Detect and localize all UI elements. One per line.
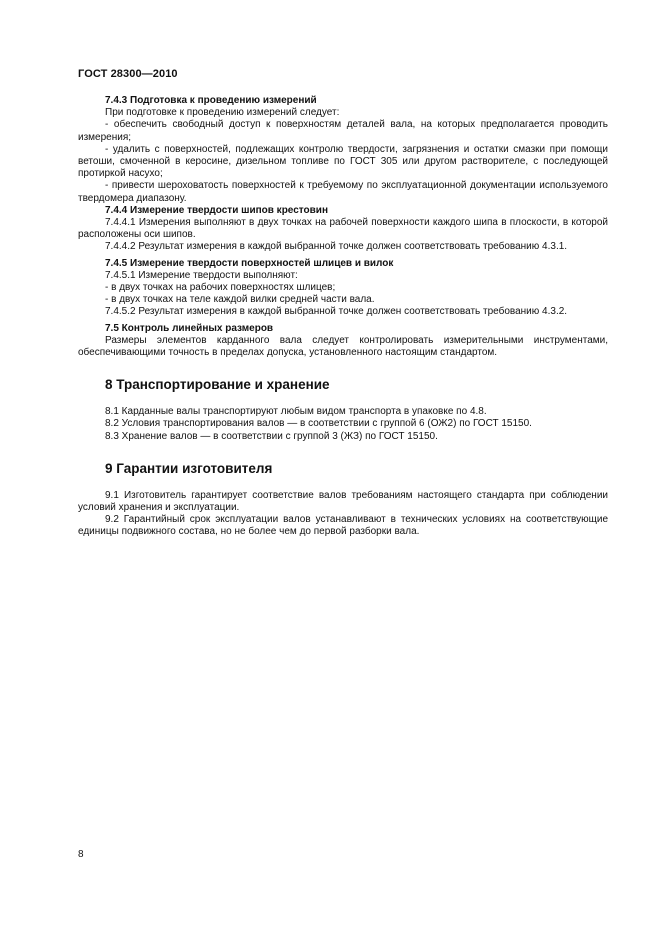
paragraph-7-4-4-1: 7.4.4.1 Измерения выполняют в двух точках на рабочей поверхности каждого шипа в плоскости, в которой расположены оси шипов. [78, 217, 608, 241]
paragraph-8-3: 8.3 Хранение валов — в соответствии с группой 3 (ЖЗ) по ГОСТ 15150. [105, 430, 438, 442]
document-header: ГОСТ 28300—2010 [78, 68, 178, 80]
list-item: - обеспечить свободный доступ к поверхностям деталей вала, на которых предполагается проводить измерения; [78, 119, 608, 143]
heading-7-4-5: 7.4.5 Измерение твердости поверхностей шлицев и вилок [105, 257, 394, 269]
list-item: - в двух точках на теле каждой вилки средней части вала. [105, 294, 375, 306]
paragraph-9-2: 9.2 Гарантийный срок эксплуатации валов устанавливают в технических условиях на соответствующие единицы подвижного состава, но не более чем до первой разборки вала. [78, 514, 608, 538]
paragraph: При подготовке к проведению измерений следует: [105, 107, 340, 119]
document-body [78, 95, 608, 539]
heading-7-4-3: 7.4.3 Подготовка к проведению измерений [105, 95, 317, 106]
paragraph-9-1: 9.1 Изготовитель гарантирует соответствие валов требованиям настоящего стандарта при соблюдении условий хранения и эксплуатации. [78, 489, 608, 514]
heading-section-8: 8 Транспортирование и хранение [105, 377, 330, 393]
paragraph-8-2: 8.2 Условия транспортирования валов — в соответствии с группой 6 (ОЖ2) по ГОСТ 15150. [105, 418, 532, 430]
list-item: - в двух точках на рабочих поверхностях шлицев; [105, 282, 336, 294]
paragraph: Размеры элементов карданного вала следует контролировать измерительными инструментами, обеспечивающими точность в пределах допуска, установленного настоящим стандартом. [78, 334, 608, 359]
list-item: - удалить с поверхностей, подлежащих контролю твердости, загрязнения и остатки смазки при помощи ветоши, смоченной в керосине, дизельном топливе по ГОСТ 305 или другом растворителе, с последующей протиркой насухо; [78, 143, 608, 180]
page-number: 8 [78, 849, 84, 860]
list-item: - привести шероховатость поверхностей к требуемому по эксплуатационной документации используемого твердомера диапазону. [78, 180, 608, 204]
heading-7-5: 7.5 Контроль линейных размеров [105, 322, 274, 334]
paragraph-7-4-4-2: 7.4.4.2 Результат измерения в каждой выбранной точке должен соответствовать требованию 4.3.1. [105, 241, 568, 253]
heading-section-9: 9 Гарантии изготовителя [105, 460, 273, 476]
heading-7-4-4: 7.4.4 Измерение твердости шипов крестовин [105, 204, 328, 216]
paragraph-8-1: 8.1 Карданные валы транспортируют любым видом транспорта в упаковке по 4.8. [105, 406, 487, 418]
paragraph-7-4-5-1: 7.4.5.1 Измерение твердости выполняют: [105, 269, 298, 281]
paragraph-7-4-5-2: 7.4.5.2 Результат измерения в каждой выбранной точке должен соответствовать требованию 4.3.2. [105, 306, 568, 318]
